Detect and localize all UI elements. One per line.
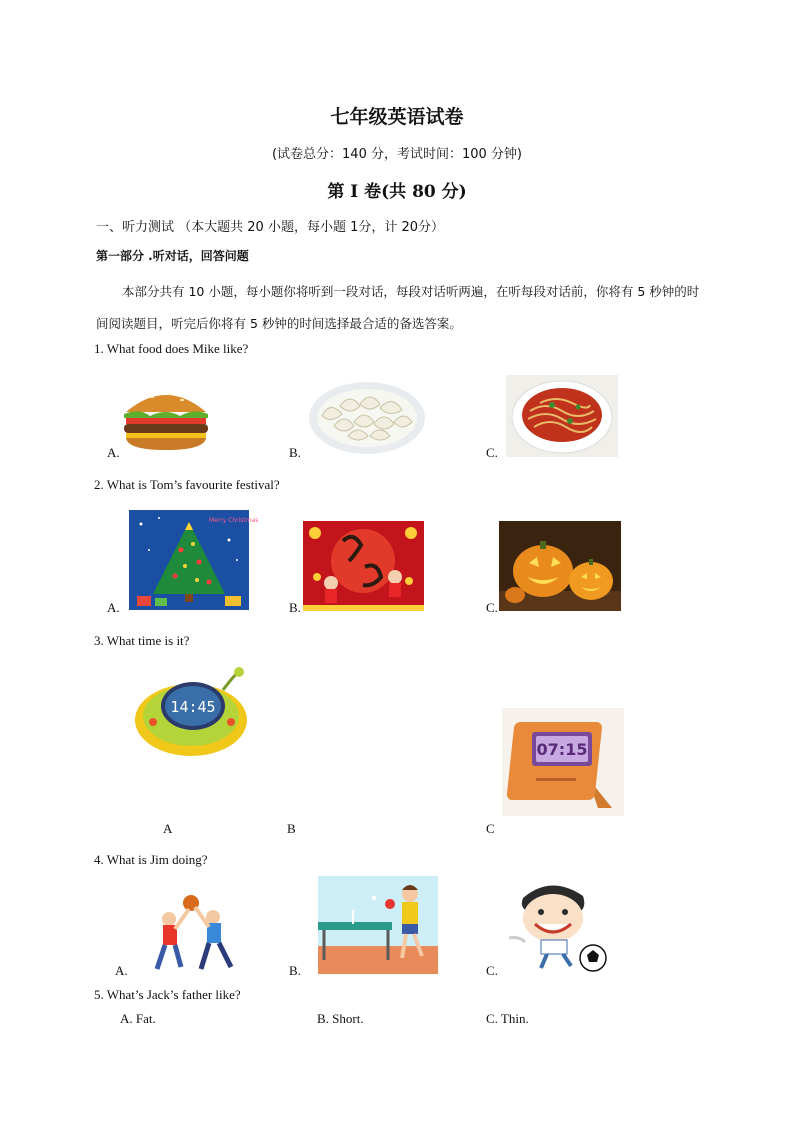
basketball-image xyxy=(135,893,250,975)
q4-option-c[interactable]: C. xyxy=(486,963,498,978)
q5-option-a[interactable]: A. Fat. xyxy=(120,1011,156,1026)
volume-heading: 第 I 卷(共 80 分) xyxy=(327,182,467,202)
q4-option-a[interactable]: A. xyxy=(115,963,128,978)
q1-option-b[interactable]: B. xyxy=(289,445,301,460)
q2-option-a[interactable]: A. xyxy=(107,600,120,615)
clock-1445-time: 14:45 xyxy=(170,698,216,716)
clock-0715-time: 07:15 xyxy=(536,740,588,759)
q3-option-c[interactable]: C xyxy=(486,821,495,836)
exam-info: (试卷总分：140 分，考试时间：100 分钟) xyxy=(271,147,523,162)
halloween-image xyxy=(499,521,621,611)
clock-0715-image xyxy=(502,708,624,816)
q2-option-b[interactable]: B. xyxy=(289,600,301,615)
q5-option-b[interactable]: B. Short. xyxy=(317,1011,364,1026)
soccer-image xyxy=(501,878,613,974)
noodles-image xyxy=(506,375,618,457)
christmas-caption: Merry Christmas xyxy=(209,517,259,524)
dumplings-image xyxy=(308,378,426,456)
q1-option-a[interactable]: A. xyxy=(107,445,120,460)
hamburger-image xyxy=(120,382,212,454)
question-1: 1. What food does Mike like? xyxy=(94,341,249,356)
q3-option-a[interactable]: A xyxy=(163,821,173,836)
instructions: 本部分共有 10 小题，每小题你将听到一段对话，每段对话听两遍，在听每段对话前，你将有 5 秒钟的时间阅读题目，听完后你将有 5 秒钟的时间选择最合适的备选答案。 xyxy=(96,284,700,331)
q3-option-b[interactable]: B xyxy=(287,821,296,836)
question-3: 3. What time is it? xyxy=(94,633,190,648)
q1-option-c[interactable]: C. xyxy=(486,445,498,460)
q4-option-b[interactable]: B. xyxy=(289,963,301,978)
question-2: 2. What is Tom’s favourite festival? xyxy=(94,477,280,492)
question-4: 4. What is Jim doing? xyxy=(94,852,208,867)
q5-option-c[interactable]: C. Thin. xyxy=(486,1011,529,1026)
clock-1445-image xyxy=(131,660,255,766)
ping-pong-image xyxy=(318,876,438,974)
spring-festival-image xyxy=(303,521,424,611)
christmas-image xyxy=(129,510,259,610)
part-heading: 第一部分 .听对话，回答问题 xyxy=(96,249,249,263)
q2-option-c[interactable]: C. xyxy=(486,600,498,615)
section-heading: 一、听力测试 （本大题共 20 小题，每小题 1分，计 20分） xyxy=(96,220,445,235)
page-title: 七年级英语试卷 xyxy=(330,106,464,128)
question-5: 5. What’s Jack’s father like? xyxy=(94,987,241,1002)
